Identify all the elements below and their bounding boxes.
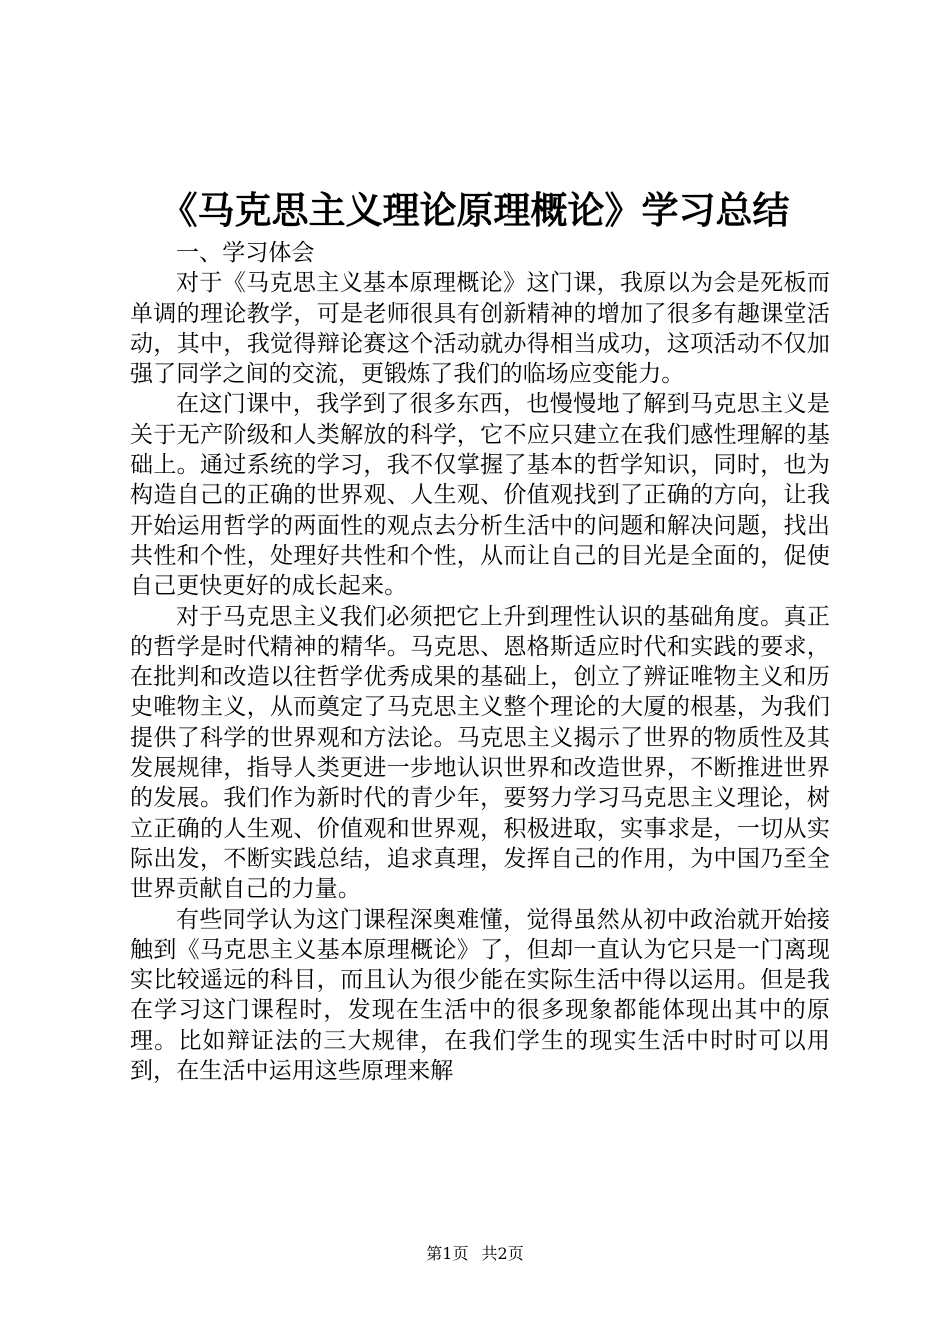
page-footer <box>0 1244 950 1264</box>
paragraph: 有些同学认为这门课程深奥难懂，觉得虽然从初中政治就开始接触到《马克思主义基本原理概论》了，但却一直认为它只是一门离现实比较遥远的科目，而且认为很少能在实际生活中得以运用。但是我在学习这门课程时，发现在生活中的很多现象都能体现出其中的原理。比如辩证法的三大规律，在我们学生的现实生活中时时可以用到，在生活中运用这些原理来解 <box>130 906 830 1085</box>
paragraph: 对于《马克思主义基本原理概论》这门课，我原以为会是死板而单调的理论教学，可是老师很具有创新精神的增加了很多有趣课堂活动，其中，我觉得辩论赛这个活动就办得相当成功，这项活动不仅加强了同学之间的交流，更锻炼了我们的临场应变能力。 <box>130 270 830 388</box>
paragraph: 在这门课中，我学到了很多东西，也慢慢地了解到马克思主义是关于无产阶级和人类解放的科学，它不应只建立在我们感性理解的基础上。通过系统的学习，我不仅掌握了基本的哲学知识，同时，也为构造自己的正确的世界观、人生观、价值观找到了正确的方向，让我开始运用哲学的两面性的观点去分析生活中的问题和解决问题，找出共性和个性，处理好共性和个性，从而让自己的目光是全面的，促使自己更快更好的成长起来。 <box>130 391 830 600</box>
section-heading: 一、学习体会 <box>176 240 315 266</box>
paragraph: 对于马克思主义我们必须把它上升到理性认识的基础角度。真正的哲学是时代精神的精华。马克思、恩格斯适应时代和实践的要求，在批判和改造以往哲学优秀成果的基础上，创立了辨证唯物主义和历史唯物主义，从而奠定了马克思主义整个理论的大厦的根基，为我们提供了科学的世界观和方法论。马克思主义揭示了世界的物质性及其发展规律，指导人类更进一步地认识世界和改造世界，不断推进世界的发展。我们作为新时代的青少年，要努力学习马克思主义理论，树立正确的人生观、价值观和世界观，积极进取，实事求是，一切从实际出发，不断实践总结，追求真理，发挥自己的作用，为中国乃至全世界贡献自己的力量。 <box>130 603 830 903</box>
page-number-current: 第1页 <box>426 1244 469 1263</box>
document-title: 《马克思主义理论原理概论》学习总结 <box>160 188 790 232</box>
page-number-total: 共2页 <box>481 1244 524 1263</box>
document-body <box>130 238 830 1086</box>
